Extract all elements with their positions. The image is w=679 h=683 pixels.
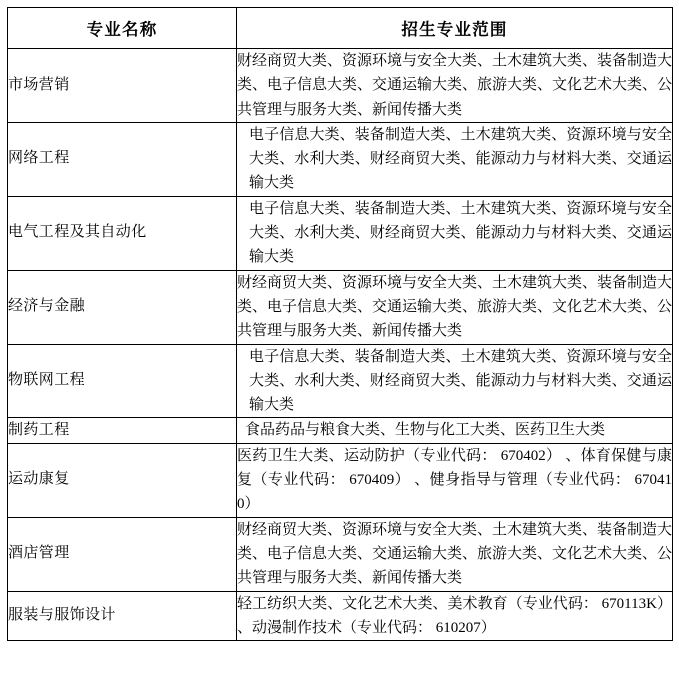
cell-enrollment-scope [237, 517, 673, 591]
column-header-major-name: 专业名称 [8, 8, 237, 49]
table-row [8, 49, 673, 123]
cell-major-name: 网络工程 [8, 122, 237, 196]
cell-enrollment-scope [237, 196, 673, 270]
cell-major-name: 电气工程及其自动化 [8, 196, 237, 270]
cell-enrollment-scope [237, 591, 673, 641]
cell-major-name: 酒店管理 [8, 517, 237, 591]
cell-major-name: 物联网工程 [8, 344, 237, 418]
table-row [8, 196, 673, 270]
table-row [8, 418, 673, 443]
cell-enrollment-scope [237, 122, 673, 196]
cell-enrollment-scope [237, 418, 673, 443]
table-row [8, 344, 673, 418]
table-row [8, 591, 673, 641]
scope-text: 食品药品与粮食大类、生物与化工大类、医药卫生大类 [245, 422, 606, 439]
cell-major-name: 运动康复 [8, 443, 237, 517]
column-header-enrollment-scope: 招生专业范围 [237, 8, 673, 49]
cell-enrollment-scope [237, 443, 673, 517]
table-row [8, 122, 673, 196]
scope-text: 财经商贸大类、资源环境与安全大类、土木建筑大类、装备制造大类、电子信息大类、交通运输大类、旅游大类、文化艺术大类、公共管理与服务大类、新闻传播大类 [237, 53, 673, 118]
scope-text: 电子信息大类、装备制造大类、土木建筑大类、资源环境与安全大类、水利大类、财经商贸大类、能源动力与材料大类、交通运输大类 [249, 348, 672, 414]
table-row [8, 443, 673, 517]
cell-major-name: 制药工程 [8, 418, 237, 443]
scope-text: 医药卫生大类、运动防护（专业代码： 670402） 、体育保健与康复（专业代码： 670409） 、健身指导与管理（专业代码： 670410） [237, 447, 672, 513]
scope-text: 电子信息大类、装备制造大类、土木建筑大类、资源环境与安全大类、水利大类、财经商贸大类、能源动力与材料大类、交通运输大类 [249, 126, 672, 192]
scope-text: 财经商贸大类、资源环境与安全大类、土木建筑大类、装备制造大类、电子信息大类、交通运输大类、旅游大类、文化艺术大类、公共管理与服务大类、新闻传播大类 [237, 274, 673, 340]
table-row [8, 270, 673, 344]
table-body [8, 49, 673, 641]
table-row [8, 517, 673, 591]
table-header-row [8, 8, 673, 49]
cell-major-name: 市场营销 [8, 49, 237, 123]
cell-major-name: 经济与金融 [8, 270, 237, 344]
scope-text: 轻工纺织大类、文化艺术大类、美术教育（专业代码： 670113K） 、动漫制作技术（专业代码： 610207） [237, 595, 672, 636]
table-header [8, 8, 673, 49]
cell-enrollment-scope [237, 270, 673, 344]
scope-text: 财经商贸大类、资源环境与安全大类、土木建筑大类、装备制造大类、电子信息大类、交通运输大类、旅游大类、文化艺术大类、公共管理与服务大类、新闻传播大类 [237, 521, 673, 587]
cell-enrollment-scope [237, 49, 673, 123]
scope-text: 电子信息大类、装备制造大类、土木建筑大类、资源环境与安全大类、水利大类、财经商贸大类、能源动力与材料大类、交通运输大类 [249, 200, 672, 266]
cell-enrollment-scope [237, 344, 673, 418]
major-scope-table [7, 7, 673, 641]
major-scope-table-container [7, 7, 672, 641]
cell-major-name: 服装与服饰设计 [8, 591, 237, 641]
